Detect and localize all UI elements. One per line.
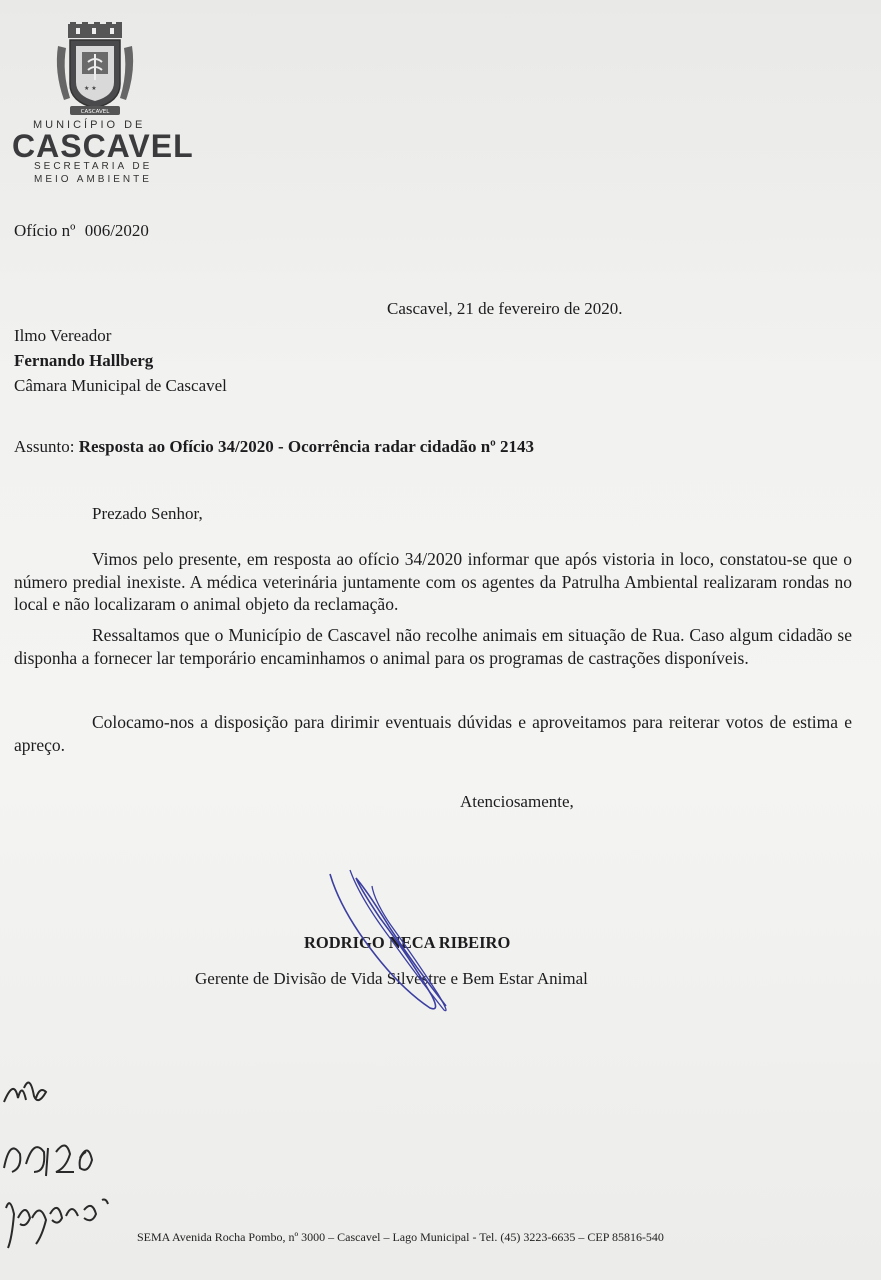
closing: Atenciosamente, — [460, 792, 574, 811]
footer-address: SEMA Avenida Rocha Pombo, nº 3000 – Cascavel – Lago Municipal - Tel. (45) 3223-6635 – CEP 85816-540 — [137, 1230, 664, 1244]
paragraph-2 — [14, 624, 852, 669]
subject-line — [14, 437, 534, 457]
oficio-number: 006/2020 — [84, 221, 149, 240]
letterhead-secretaria: SECRETARIA DE — [34, 161, 153, 172]
handwritten-signature — [320, 868, 470, 1018]
letterhead-meio-ambiente: MEIO AMBIENTE — [34, 174, 152, 185]
oficio-label: Ofício nº — [14, 221, 76, 240]
paragraph-2-text: Ressaltamos que o Município de Cascavel não recolhe animais em situação de Rua. Caso algum cidadão se disponha a fornecer lar temporário encaminhamos o animal para os programas de castrações disponíveis. — [14, 625, 852, 668]
letterhead-city: CASCAVEL — [12, 128, 194, 164]
subject-label: Assunto: — [14, 437, 75, 456]
svg-text:★ ★: ★ ★ — [84, 85, 97, 92]
paragraph-3-text: Colocamo-nos a disposição para dirimir eventuais dúvidas e aproveitamos para reiterar votos de estima e apreço. — [14, 712, 852, 755]
subject-text: Resposta ao Ofício 34/2020 - Ocorrência radar cidadão nº 2143 — [78, 437, 535, 456]
letterhead-municipio: MUNICÍPIO DE — [33, 119, 146, 131]
handwritten-margin-note — [0, 1068, 120, 1258]
signatory-name: RODRIGO NECA RIBEIRO — [304, 933, 511, 952]
date-line: Cascavel, 21 de fevereiro de 2020. — [387, 299, 623, 318]
crest-banner-text: CASCAVEL — [80, 109, 110, 115]
signatory-role: Gerente de Divisão de Vida Silvestre e Bem Estar Animal — [195, 969, 588, 988]
paragraph-1-text: Vimos pelo presente, em resposta ao ofício 34/2020 informar que após vistoria in loco, constatou-se que o número predial inexiste. A médica veterinária juntamente com os agentes da Patrulha Ambiental realizaram rondas no local e não localizaram o animal objeto da reclamação. — [14, 549, 852, 614]
recipient-institution: Câmara Municipal de Cascavel — [14, 376, 227, 395]
recipient-name: Fernando Hallberg — [14, 351, 154, 370]
recipient-title: Ilmo Vereador — [14, 326, 112, 345]
paragraph-3 — [14, 711, 852, 756]
paragraph-1 — [14, 548, 852, 616]
salutation: Prezado Senhor, — [92, 504, 203, 523]
oficio-line — [14, 221, 149, 241]
coat-of-arms-icon — [54, 22, 136, 118]
